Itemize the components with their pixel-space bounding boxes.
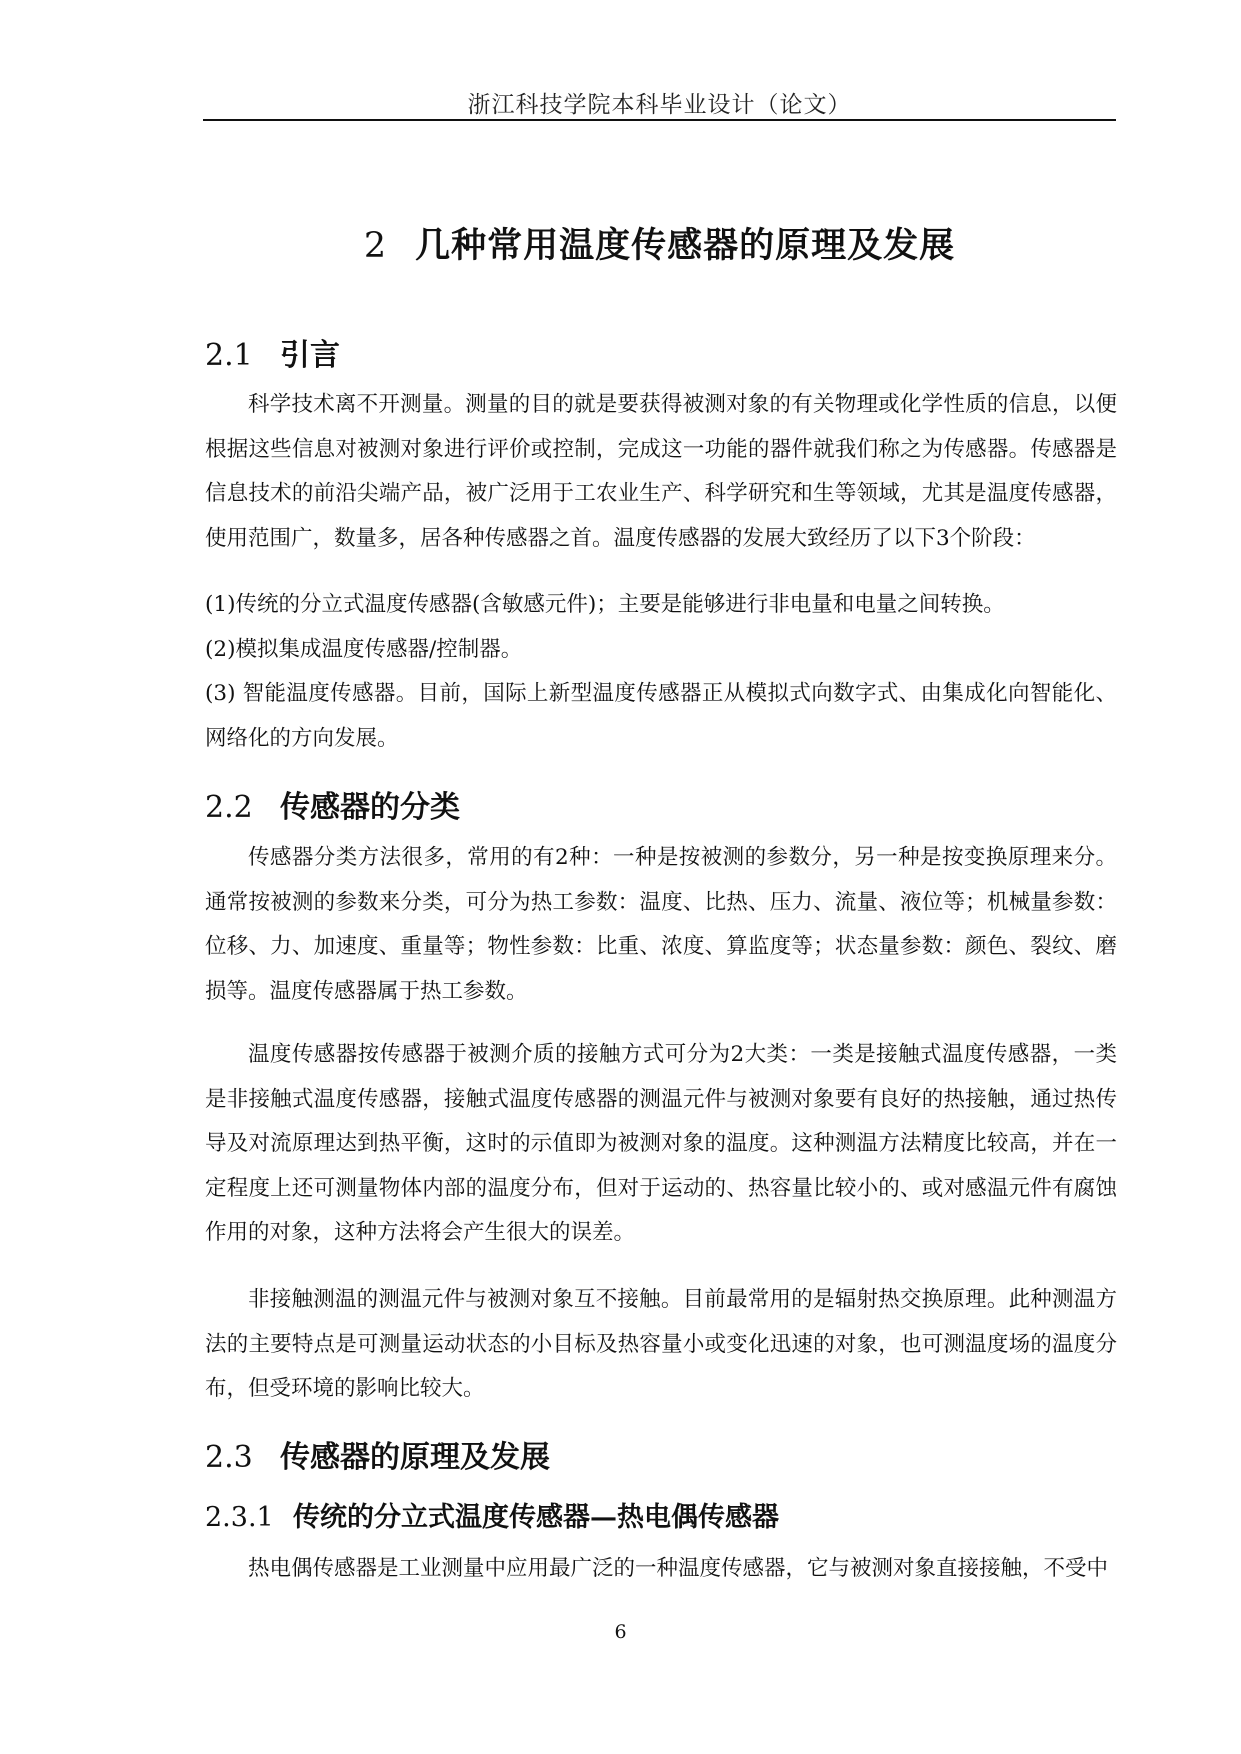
section-number: 2.3: [205, 1440, 253, 1475]
section-title: 引言: [280, 338, 340, 373]
section-title: 传感器的分类: [280, 790, 460, 825]
paragraph-noncontact: 非接触测温的测温元件与被测对象互不接触。目前最常用的是辐射热交换原理。此种测温方法的主要特点是可测量运动状态的小目标及热容量小或变化迅速的对象，也可测温度场的温度分布，但受环境的影响比较大。: [205, 1287, 1117, 1401]
paragraph-intro: 科学技术离不开测量。测量的目的就是要获得被测对象的有关物理或化学性质的信息，以便根据这些信息对被测对象进行评价或控制，完成这一功能的器件就我们称之为传感器。传感器是信息技术的前沿尖端产品，被广泛用于工农业生产、科学研究和生等领域，尤其是温度传感器，使用范围广，数量多，居各种传感器之首。温度传感器的发展大致经历了以下3个阶段：: [205, 392, 1117, 551]
paragraph-contact: 温度传感器按传感器于被测介质的接触方式可分为2大类：一类是接触式温度传感器，一类是非接触式温度传感器，接触式温度传感器的测温元件与被测对象要有良好的热接触，通过热传导及对流原理达到热平衡，这时的示值即为被测对象的温度。这种测温方法精度比较高，并在一定程度上还可测量物体内部的温度分布，但对于运动的、热容量比较小的、或对感温元件有腐蚀作用的对象，这种方法将会产生很大的误差。: [205, 1042, 1117, 1245]
paragraph-classification: 传感器分类方法很多，常用的有2种：一种是按被测的参数分，另一种是按变换原理来分。通常按被测的参数来分类，可分为热工参数：温度、比热、压力、流量、液位等；机械量参数：位移、力、加速度、重量等；物性参数：比重、浓度、算监度等；状态量参数：颜色、裂纹、磨损等。温度传感器属于热工参数。: [205, 845, 1117, 1004]
chapter-number: 2: [363, 226, 388, 266]
section-heading-2-2: [205, 782, 460, 826]
chapter-title: [203, 218, 1116, 268]
paragraph-thermocouple: 热电偶传感器是工业测量中应用最广泛的一种温度传感器，它与被测对象直接接触，不受中: [248, 1556, 1109, 1581]
subsection-heading-2-3-1: [205, 1495, 779, 1534]
running-header: 浙江科技学院本科毕业设计（论文）: [467, 92, 852, 118]
list-item-3: (3) 智能温度传感器。目前，国际上新型温度传感器正从模拟式向数字式、由集成化向智能化、网络化的方向发展。: [205, 681, 1117, 751]
section-number: 2.1: [205, 338, 253, 373]
page-number: 6: [614, 1621, 627, 1643]
chapter-title-text: 几种常用温度传感器的原理及发展: [415, 225, 956, 266]
subsection-number: 2.3.1: [205, 1502, 274, 1533]
header-rule: [203, 119, 1116, 121]
list-item-1: (1)传统的分立式温度传感器(含敏感元件)；主要是能够进行非电量和电量之间转换。: [205, 592, 1005, 617]
subsection-title: 传统的分立式温度传感器—热电偶传感器: [293, 1502, 779, 1533]
section-number: 2.2: [205, 790, 253, 825]
section-heading-2-1: [205, 330, 340, 374]
section-title: 传感器的原理及发展: [280, 1440, 550, 1475]
section-heading-2-3: [205, 1432, 550, 1476]
list-item-2: (2)模拟集成温度传感器/控制器。: [205, 637, 523, 662]
